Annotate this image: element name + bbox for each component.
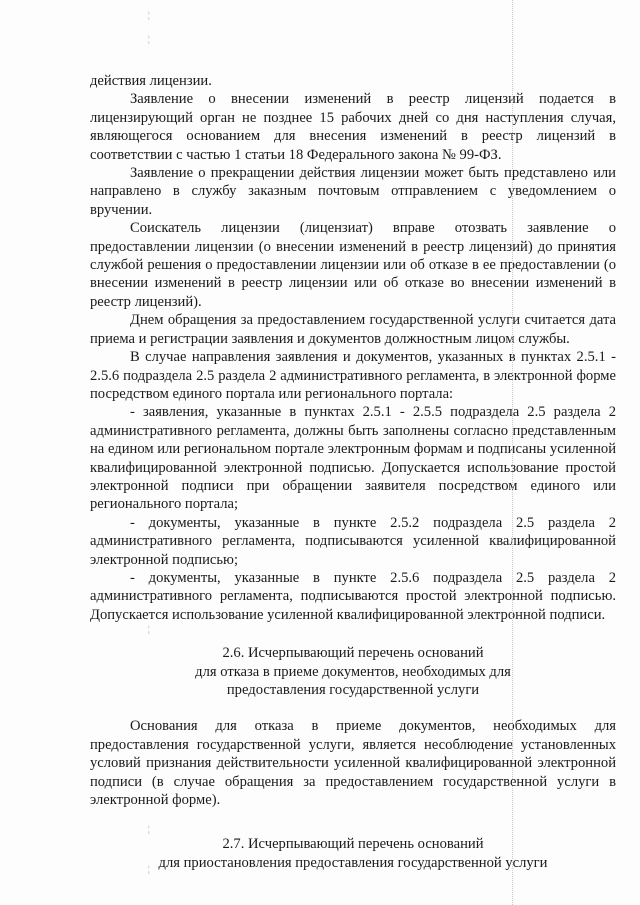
paragraph: Заявление о внесении изменений в реестр лицензий подается в лицензирующий орган не позднее 15 рабочих дней со дня наступления случая, являющегося основанием для внесения изменений в реестр лицензий в соответствии с частью 1 статьи 18 Федерального закона № 99-ФЗ. — [90, 91, 616, 163]
scan-mark: ¦ — [148, 824, 150, 834]
paragraph: Днем обращения за предоставлением государственной услуги считается дата приема и регистрации заявления и документов должностным лицом службы. — [90, 312, 616, 347]
scan-mark: ¦ — [148, 864, 150, 874]
paragraph: Основания для отказа в приеме документов, необходимых для предоставления государственной услуги, является несоблюдение установленных условий признания действительности усиленной квалифицированной электронной подписи (в случае обращения за предоставлением государственной услуги в электронной форме). — [90, 718, 616, 809]
paragraph: действия лицензии. — [90, 73, 212, 89]
section-heading-2-7 — [90, 835, 616, 872]
spacer — [90, 699, 616, 717]
scan-mark: ¦ — [148, 34, 150, 44]
heading-line: 2.6. Исчерпывающий перечень оснований — [222, 645, 484, 662]
heading-line: для отказа в приеме документов, необходимых для — [195, 663, 511, 680]
list-item: - документы, указанные в пункте 2.5.6 подраздела 2.5 раздела 2 административного регламента, подписываются простой электронной подписью. Допускается использование усиленной квалифицированной электронной подписи. — [90, 569, 616, 623]
list-item: - заявления, указанные в пунктах 2.5.1 - 2.5.5 подраздела 2.5 раздела 2 административного регламента, должны быть заполнены согласно представленным на едином или региональном портале электронным формам и подписаны усиленной квалифицированной электронной подписью. Допускается использование простой электронной подписи при обращении заявителя посредством единого или регионального портала; — [90, 404, 616, 513]
paragraph: В случае направления заявления и документов, указанных в пунктах 2.5.1 - 2.5.6 подраздела 2.5 раздела 2 административного регламента, в электронной форме посредством единого портала или регионального портала: — [90, 349, 616, 402]
scan-mark: ¦ — [148, 624, 150, 634]
heading-line: предоставления государственной услуги — [226, 682, 480, 698]
section-heading-2-6 — [90, 644, 616, 699]
scan-fold-line — [512, 0, 513, 905]
body-text — [90, 72, 616, 624]
scan-mark: ¦ — [148, 10, 150, 20]
heading-line: 2.7. Исчерпывающий перечень оснований — [222, 836, 484, 853]
paragraph: Заявление о прекращении действия лицензии может быть представлено или направлено в службу заказным почтовым отправлением с уведомлением о вручении. — [90, 165, 616, 218]
heading-line: для приостановления предоставления государственной услуги — [158, 854, 548, 871]
list-item: - документы, указанные в пункте 2.5.2 подраздела 2.5 раздела 2 административного регламента, подписываются усиленной квалифицированной электронной подписью; — [90, 514, 616, 568]
paragraph: Соискатель лицензии (лицензиат) вправе отозвать заявление о предоставлении лицензии (о внесении изменений в реестр лицензий) до принятия службой решения о предоставлении лицензии или об отказе в ее предоставлении (о внесении изменений в реестр лицензии или об отказе во внесении изменений в реестр лицензий). — [90, 220, 616, 310]
